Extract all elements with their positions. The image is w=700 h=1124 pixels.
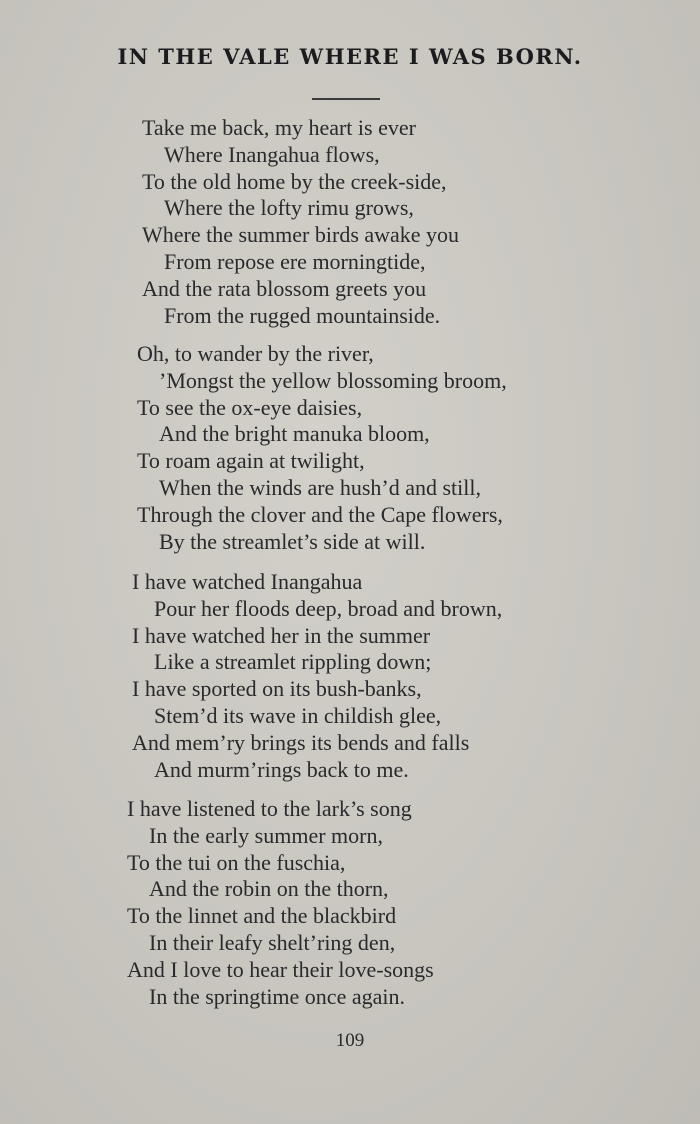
poem-line: And the robin on the thorn, [149,876,389,902]
poem-line: Where the summer birds awake you [142,222,460,248]
poem-line: Pour her floods deep, broad and brown, [154,595,503,621]
poem-line: In their leafy shelt’ring den, [149,929,396,955]
title-divider [312,98,380,100]
stanza-2 [137,341,507,555]
poem-line: In the springtime once again. [149,983,405,1009]
poem-line: I have listened to the lark’s song [127,796,412,821]
poem-line: When the winds are hush’d and still, [159,474,481,500]
page-number: 109 [335,1030,365,1051]
poem-line: Stem’d its wave in childish glee, [154,702,442,728]
poem-line: ’Mongst the yellow blossoming broom, [159,367,507,393]
poem-line: From repose ere morningtide, [164,248,426,274]
poem-line: And murm’rings back to me. [154,756,409,782]
poem-line: And the bright manuka bloom, [159,421,430,447]
poem-line: Where Inangahua flows, [164,141,380,167]
poem-line: From the rugged mountainside. [164,302,441,328]
poem-line: Like a streamlet rippling down; [154,649,432,675]
poem-line: I have watched her in the summer [132,622,431,648]
poem-line: Oh, to wander by the river, [137,341,374,366]
poem-line: Through the clover and the Cape flowers, [137,501,503,527]
stanza-3 [132,569,502,783]
poem-line: To the linnet and the blackbird [127,903,397,929]
poem-line: Take me back, my heart is ever [142,115,416,140]
stanza-4 [127,796,434,1010]
poem-line: And the rata blossom greets you [142,275,427,301]
poem-line: By the streamlet’s side at will. [159,528,426,554]
poem-line: I have sported on its bush-banks, [132,676,422,702]
stanza-1 [142,115,459,329]
poem-line: I have watched Inangahua [132,569,363,594]
poem-line: And I love to hear their love-songs [127,956,434,982]
poem-line: In the early summer morn, [149,822,383,848]
poem-line: And mem’ry brings its bends and falls [132,729,470,755]
poem-line: To roam again at twilight, [137,448,365,474]
poem-line: To the old home by the creek-side, [142,168,447,194]
poem-line: To see the ox-eye daisies, [137,394,363,420]
poem-line: To the tui on the fuschia, [127,849,346,875]
page-title: IN THE VALE WHERE I WAS BORN. [117,44,583,69]
poem-line: Where the lofty rimu grows, [164,195,414,221]
